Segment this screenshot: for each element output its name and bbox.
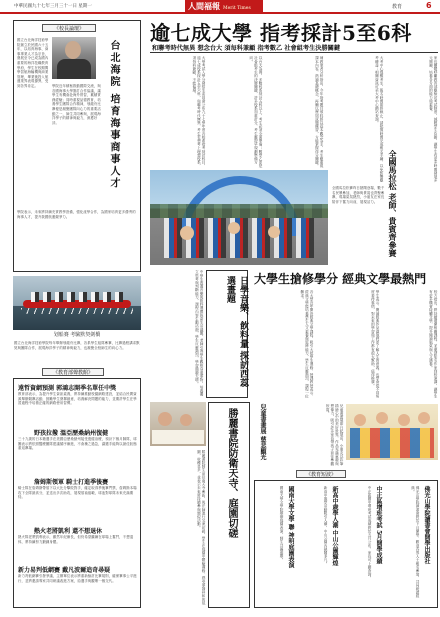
- literature-text-3: 校方指出，將持續增開相關課程，並邀請知名作家到校演講，讓學生有更多機會接觸文學，提升閱讀風氣與人文涵養。: [429, 290, 438, 398]
- newspaper-logo: [185, 0, 263, 12]
- music-story-text: 中學生透過音樂與飲料選擇探索生活議題，老師引導學生觀察身邊事物，培養獨立思考與判斷能力，課程內容生動活潑，學生反應熱烈，學習興趣大增。: [195, 270, 204, 396]
- logo-subtitle: Merit Times: [223, 6, 251, 11]
- brief-body-4: 熱火隊老將凱利表示，雖然年紀漸長，但仍希望繼續在球場上奮鬥，不想退休，將持續努力鍛鍊身體。: [18, 535, 134, 544]
- brief-body-2: 三十九歲的日本籍選手在美國亞歷桑納州接受復健治療，預計下個月歸隊，球團表示將依照醫療團隊建議循序漸進，不會操之過急，讓選手能夠以最佳狀態重返賽場。: [18, 437, 137, 451]
- college-body-text: 學院近年積極推動國際交流，與各國海事大學簽訂合作協議，讓學生有機會赴海外實習，累積實務經驗；同時重視品德教育，培養學生團隊合作精神，划龍舟比賽便是凝聚團隊向心力的重要活動之一，師生共同參與，展現海洋學子的精神與毅力，深獲好評。: [52, 84, 101, 125]
- music-story-headline: 日學音樂、飲料量 探訪西蕊選畫題: [225, 276, 248, 388]
- literature-text-1: 各大學近年開設經典文學課程，吸引大批學生選修，授課教授表示，經典文學能培養學生人文素養與思辨能力，學生反應熱烈，課程一位難求。: [300, 290, 314, 398]
- brief-headline-3: 詹姆斯領軍 騎士打進季後賽: [34, 479, 109, 486]
- page-number: 6: [426, 1, 432, 10]
- brief-body-3: 騎士隊在詹姆斯帶領下以大比分擊敗對手，確定取得季後賽門票，詹姆斯本場攻下全隊最高分，並送出多次助攻，展現領袖風範，球迷對球隊未來充滿期待。: [18, 486, 137, 500]
- short-news-title: 《教育短波》: [296, 470, 346, 478]
- briefs-box-title: 《教育部聲教館》: [42, 368, 104, 376]
- children-art-photo: [346, 404, 438, 460]
- main-story-text-3: 補教業者分析指出，今年指考題目預料將以基本觀念為主，考生應重視課本內容，熟讀基礎概念，再輔以歷屆試題練習，方能掌握得分關鍵。: [315, 56, 324, 168]
- short-news-text-4: 國南大學文學院舉辦庭園表演，師生共襄盛舉。: [280, 486, 284, 562]
- marathon-caption: 全國馬拉松 老師、貴賓齊參賽: [388, 150, 398, 257]
- main-story-text-1: 大學考試入學分發招生委員會公布九十七學年度各校系指考採計科目，逾七成校系採計五至六科，與聯考時代無異，考生若想考上理想校系，須每科兼顧，不能偏廢。: [192, 56, 206, 168]
- short-news-head-2: 中正區增班考試 5月開學成績: [375, 486, 382, 565]
- marathon-caption-text: 全國馬拉松賽昨日熱鬧登場，數千名民眾參加，老師與貴賓也齊聚參賽，現場氣氛熱烈，小朋友在家長陪伴下奮力向前，展現活力。: [332, 186, 385, 204]
- rowing-photo: [13, 276, 141, 330]
- main-subhead: 和聯考時代無異 想念台大 須每科兼顧 指考數乙 社會組考生決勝關鍵: [152, 45, 341, 52]
- short-news-head-3: 新高中歲學人潮 中山公園輝煌: [331, 486, 338, 567]
- brief-body-1: 教育部表示，為提升學生資訊素養，將持續推動校園網路建設，並結合民間資源舉辦競賽活動，鼓勵學生發揮創意，培養解決問題的能力，並期許學生在學習過程中培養正確的網路使用習慣。: [18, 392, 137, 406]
- rowing-caption-text: 國立台北海洋技術學院每年舉辦划龍舟比賽，各系學生組隊參賽，比賽過程講求默契與團隊合作，展現海洋學子的精神與毅力，也凝聚全校師生的向心力。: [14, 341, 140, 350]
- literature-text-2: 學生表示，閱讀經典作品讓他們更了解人生的意義，也學會從不同角度看待事情，對未來的學習與工作都有很大幫助，值得推廣。: [371, 290, 380, 398]
- short-news-head-4: 國南大學文學 聯 神明庭園表演: [287, 486, 294, 569]
- main-story-text-4: 大考中心提醒考生，報名時間即將截止，請把握時間完成報名手續，以免影響應考權益；相關資訊可至大考中心網站查詢。: [375, 56, 384, 182]
- brief-headline-4: 熱火老將凱利 還不想退休: [34, 528, 103, 535]
- brief-body-5: 新力判低網賽引發爭議，主辦單位表示將重新檢討比賽規則，確保賽事公平進行，並將邀請專家共同研議改進方案，給選手與觀眾一個交代。: [18, 574, 137, 583]
- principal-photo: [52, 37, 96, 79]
- college-intro-text: 國立台北海洋技術學院創立於民國六十五年，以培育海事、商事專業人才為宗旨，發展至今已成為國內重要的海洋技職教育學府，學生在校期間學習航海輪機與商業管理，畢業後投入航運業界表現優異，受到各界肯定。: [17, 38, 49, 88]
- issue-date: 中華民國九十七年三月三十一日 星期一: [14, 4, 92, 9]
- temple-story-headline: 勝麗書院防衛天寺、庭園切磋: [226, 408, 237, 538]
- main-story-text-2: 以台大為例，多數科系採計五科以上，考生必須全面準備；數學乙更是社會組考生的決勝關鍵，許多校系加重計分，考生應提早規劃準備方向。: [249, 56, 263, 168]
- section-name: 教育: [392, 4, 403, 10]
- children-art-text: 兒童書畫展即日起展出，小朋友以彩筆描繪心中的美好世界，作品充滿童趣與想像力，吸引許多家長帶孩子前往參觀欣賞。: [326, 404, 344, 466]
- short-news-text-2: 中正區國中增班考試成績將於五月公布，家長可上網查詢。: [368, 486, 372, 580]
- temple-story-text: 勝麗書院師生前往南天寺參訪，與法師進行交流切磋，學生在庭園中體驗禪修，感受寧靜祥和的氛圍，收穫良多，並表示未來將持續參與類似活動。: [197, 450, 206, 605]
- brief-headline-1: 遠哲資網預測 郭鴻志開季名單任中獎: [18, 385, 117, 392]
- short-news-text-1: 佛光山學院讀書會將於下月開學，歡迎各界人士報名參加，共同研讀經典。: [411, 486, 420, 598]
- short-news-text-3: 新高中歲學活動吸引人潮，中山公園內熱鬧非凡。: [324, 486, 328, 566]
- brief-headline-2: 野孩拉撥 溫亞歷桑納州復健: [34, 430, 109, 437]
- calligraphy-photo: [150, 402, 206, 446]
- forum-box-title: 《校長論壇》: [42, 24, 96, 32]
- logo-text: 人間福報: [188, 1, 220, 11]
- main-headline: 逾七成大學 指考採計5至6科: [150, 21, 412, 45]
- brief-headline-5: 新力易判低網賽 戴凡波爾追奇尋疑: [18, 567, 111, 574]
- rowing-caption: 划船賽 考驗默契劍橋: [34, 331, 120, 339]
- main-story-text-5: 家長團體呼籲教育部應檢討考試制度，減輕學生負擔，讓學生有更多時間發展多元興趣，培養各方面的能力與素養。: [429, 56, 438, 182]
- headline-rule: [150, 52, 438, 53]
- literature-headline: 大學生搶修學分 經典文學最熱門: [254, 272, 427, 286]
- college-title: 台北海院 培育海事商事人才: [108, 40, 119, 190]
- college-body-text-2: 學院表示，未來將持續充實教學設備，強化產學合作，為國家培育更多優秀的海事人才，提升我國航運競爭力。: [17, 210, 136, 219]
- marathon-photo: [150, 170, 328, 265]
- short-news-head-1: 佛光山學院讀書會開學出版社: [423, 486, 430, 564]
- children-art-caption: 兒童書畫展 慈悲顯光: [259, 404, 266, 461]
